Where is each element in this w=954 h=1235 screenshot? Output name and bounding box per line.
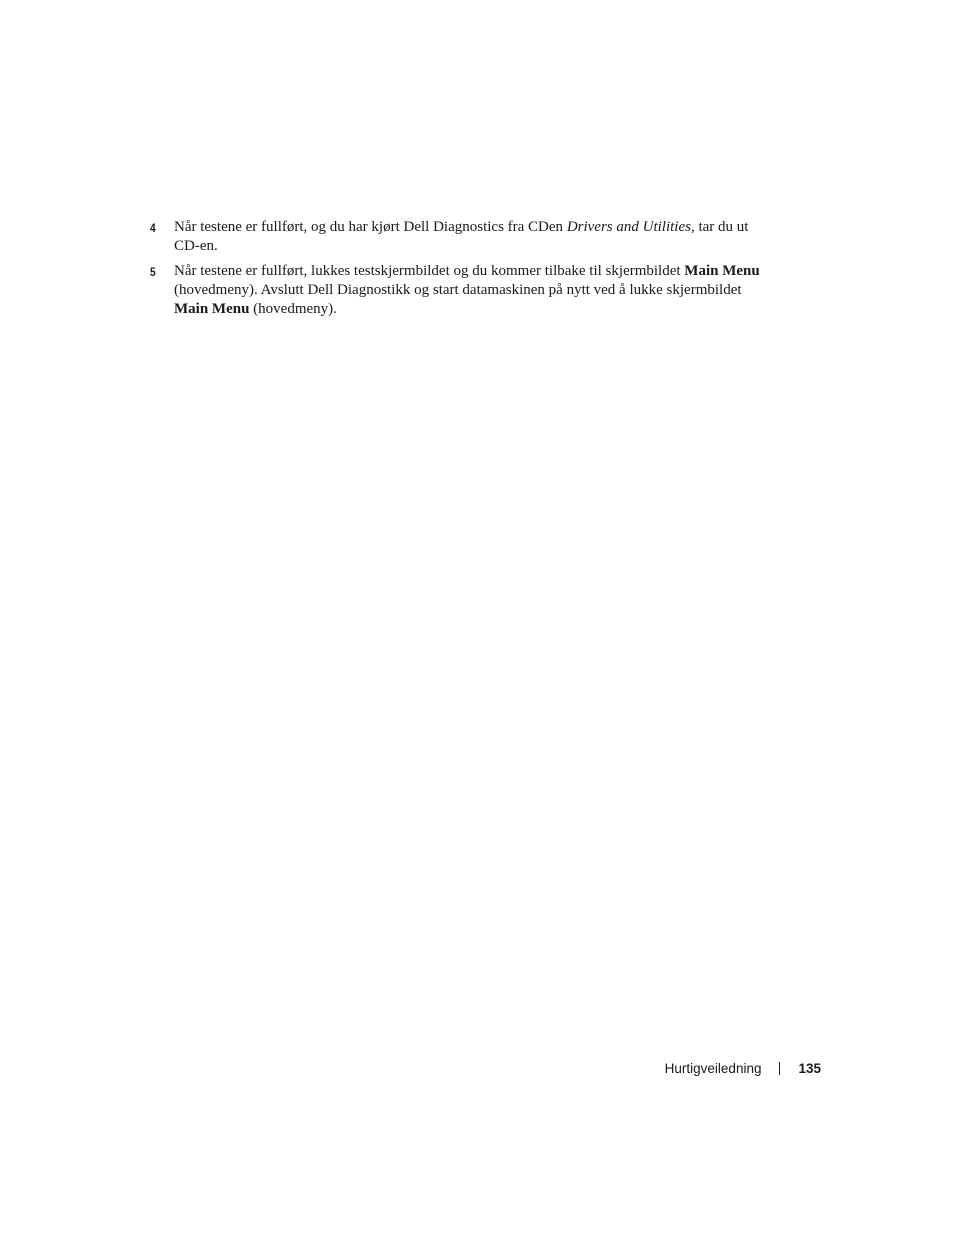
step-text: Når testene er fullført, og du har kjørt Dell Diagnostics fra CDen Drivers and Utilities, tar du ut CD-en. [174, 219, 749, 254]
step-text: Når testene er fullført, lukkes testskjermbildet og du kommer tilbake til skjermbildet Main Menu (hovedmeny). Avslutt Dell Diagnostikk og start datamaskinen på nytt ved å lukke skjermbildet Main Menu (hovedmeny). [174, 263, 760, 317]
footer-section-title: Hurtigveiledning [664, 1061, 762, 1076]
main-menu-term: Main Menu [174, 301, 250, 317]
footer-divider [779, 1062, 780, 1075]
step-5 [150, 262, 760, 319]
step-number: 5 [150, 265, 156, 279]
step-number: 4 [150, 221, 156, 235]
page-footer [665, 1061, 821, 1076]
step-4 [150, 218, 760, 256]
page-number: 135 [798, 1061, 821, 1076]
cd-title: Drivers and Utilities, [566, 219, 695, 235]
instruction-steps [150, 218, 760, 325]
main-menu-term: Main Menu [684, 263, 760, 279]
